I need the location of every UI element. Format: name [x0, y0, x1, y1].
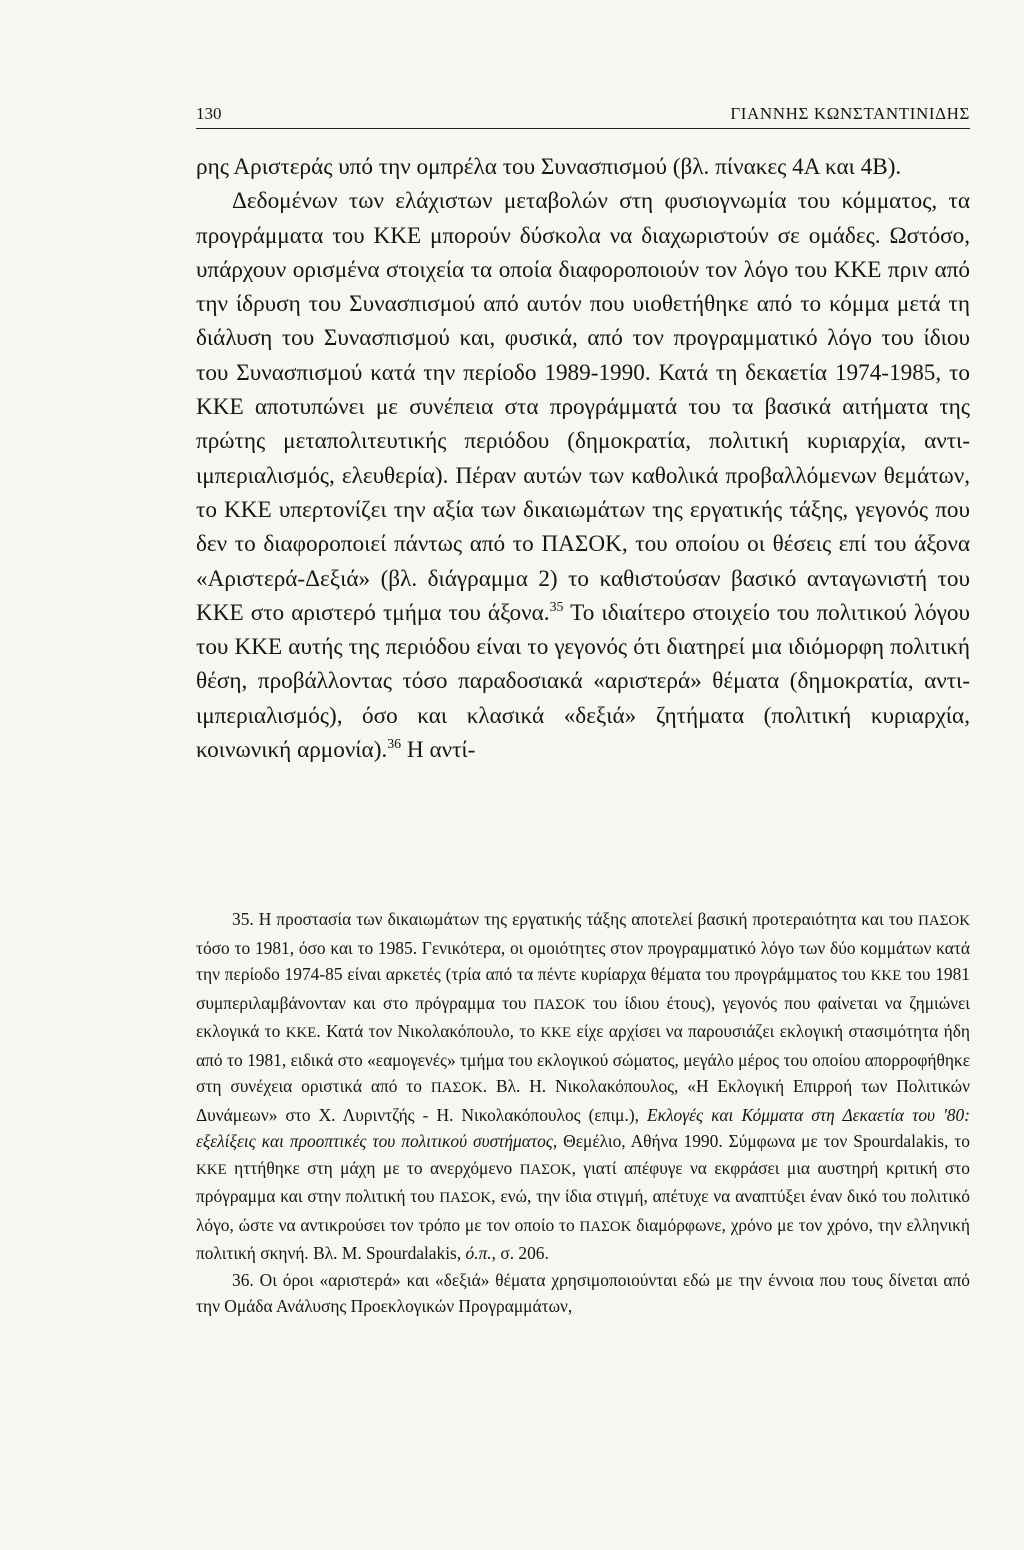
page-header — [196, 100, 970, 129]
paragraph: Δεδομένων των ελάχιστων μεταβολών στη φυσιογνωμία του κόμματος, τα προγράμματα του ΚΚΕ μπορούν δύσκολα να διαχωριστούν σε ομάδες. Ωστόσο, υπάρχουν ορισμένα στοιχεία τα οποία διαφοροποιούν τον λόγο του ΚΚΕ πριν από την ίδρυση του Συνασπισμού από αυτόν που υιοθετήθηκε από το κόμμα μετά τη διάλυση του Συνασπισμού και, φυσικά, από τον προγραμματικό λόγο του ίδιου του Συνασπισμού κατά την περίοδο 1989-1990. Κατά τη δεκαετία 1974-1985, το ΚΚΕ αποτυπώνει με συνέπεια στα προγράμματά του τα βασικά αιτήματα της πρώτης μεταπολιτευτικής περιόδου (δημοκρατία, πολιτική κυριαρχία, αντι-ιμπεριαλισμός, ελευθερία). Πέραν αυτών των καθολικά προβαλλόμενων θεμάτων, το ΚΚΕ υπερτονίζει την αξία των δικαιωμάτων της εργατικής τάξης, γεγονός που δεν το διαφοροποιεί πάντως από το ΠΑΣΟΚ, του οποίου οι θέσεις επί του άξονα «Αριστερά-Δεξιά» (βλ. διάγραμμα 2) το καθιστούσαν βασικό ανταγωνιστή του ΚΚΕ στο αριστερό τμήμα του άξονα.$^{35}$ Το ιδιαίτερο στοιχείο του πολιτικού λόγου του ΚΚΕ αυτής της περιόδου είναι το γεγονός ότι διατηρεί μια ιδιόμορφη πολιτική θέση, προβάλλοντας τόσο παραδοσιακά «αριστερά» θέματα (δημοκρατία, αντι-ιμπεριαλισμός), όσο και κλασικά «δεξιά» ζητήματα (πολιτική κυριαρχία, κοινωνική αρμονία).$^{36}$ Η αντί- — [196, 188, 970, 764]
footnote-35: 35. Η προστασία των δικαιωμάτων της εργατικής τάξης αποτελεί βασική προτεραιότητα και του ΠΑΣΟΚ τόσο το 1981, όσο και το 1985. Γενικότερα, οι ομοιότητες στον προγραμματικό λόγο των δύο κομμάτων κατά την περίοδο 1974-85 είναι αρκετές (τρία από τα πέντε κυρίαρχα θέματα του προγράμματος του ΚΚΕ του 1981 συμπεριλαμβάνονταν και στο πρόγραμμα του ΠΑΣΟΚ του ίδιου έτους), γεγονός που φαίνεται να ζημιώνει εκλογικά το ΚΚΕ. Κατά τον Νικολακόπουλο, το ΚΚΕ είχε αρχίσει να παρουσιάζει εκλογική στασιμότητα ήδη από το 1981, ειδικά στο «εαμογενές» τμήμα του εκλογικού σώματος, μεγάλο μέρος του οποίου απορροφήθηκε στη συνέχεια οριστικά από το ΠΑΣΟΚ. Βλ. Η. Νικολακόπουλος, «Η Εκλογική Επιρροή των Πολιτικών Δυνάμεων» στο Χ. Λυριντζής - Η. Νικολακόπουλος (επιμ.), Εκλογές και Κόμματα στη Δεκαετία του '80: εξελίξεις και προοπτικές του πολιτικού συστήματος, Θεμέλιο, Αθήνα 1990. Σύμφωνα με τον Spourdalakis, το ΚΚΕ ηττήθηκε στη μάχη με το ανερχόμενο ΠΑΣΟΚ, γιατί απέφυγε να εκφράσει μια αυστηρή κριτική στο πρόγραμμα και στην πολιτική του ΠΑΣΟΚ, ενώ, την ίδια στιγμή, απέτυχε να αναπτύξει έναν δικό του πολιτικό λόγο, ώστε να αντικρούσει τον τρόπο με τον οποίο το ΠΑΣΟΚ διαμόρφωνε, χρόνο με τον χρόνο, την ελληνική πολιτική σκηνή. Βλ. Μ. Spourdalakis, ό.π., σ. 206. — [196, 909, 971, 1263]
page-number: 130 — [196, 104, 222, 123]
cited-book-title: Εκλογές και Κόμματα στη Δεκαετία του '80: εξελίξεις και προοπτικές του πολιτικού συστήματος — [196, 1104, 970, 1151]
footnotes — [196, 906, 970, 1320]
footnote-ref-35[interactable]: 35 — [549, 599, 564, 615]
footnote-ref-36[interactable]: 36 — [387, 737, 402, 752]
main-text — [196, 150, 970, 767]
footnote-36: 36. Οι όροι «αριστερά» και «δεξιά» θέματα χρησιμοποιούνται εδώ με την έννοια που τους δίνεται από την Ομάδα Ανάλυσης Προεκλογικών Προγραμμάτων, — [196, 1269, 970, 1316]
paragraph-continuation: ρης Αριστεράς υπό την ομπρέλα του Συνασπισμού (βλ. πίνακες 4Α και 4Β). — [196, 154, 902, 180]
running-head-author: ΓΙΑΝΝΗΣ ΚΩΝΣΤΑΝΤΙΝΙΔΗΣ — [730, 104, 970, 123]
